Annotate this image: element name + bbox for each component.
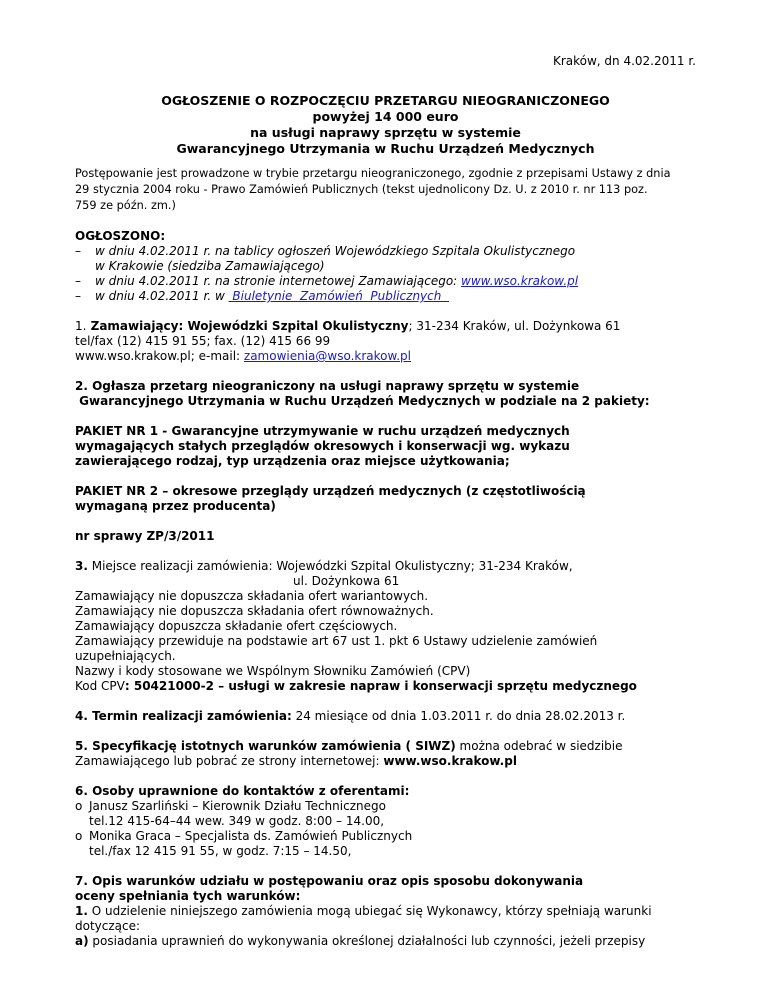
package-1	[75, 424, 696, 469]
section-1-address: ; 31-234 Kraków, ul. Dożynkowa 61	[408, 319, 621, 333]
published-item-3	[75, 289, 696, 304]
dash-marker: –	[75, 244, 81, 258]
published-item-3-text: w dniu 4.02.2011 r. w	[95, 289, 229, 303]
title-line-1: OGŁOSZENIE O ROZPOCZĘCIU PRZETARGU NIEOGRANICZONEGO	[161, 93, 610, 108]
section-5-text: można odebrać w siedzibie	[455, 739, 623, 753]
circle-bullet: o	[75, 829, 83, 843]
section-3-line-5: Zamawiający dopuszcza składanie ofert częściowych.	[75, 619, 398, 633]
circle-bullet: o	[75, 799, 83, 813]
section-2-tender	[75, 379, 696, 409]
contact-person-1-name: Janusz Szarliński – Kierownik Działu Technicznego	[89, 799, 386, 813]
email-link[interactable]: zamowienia@wso.krakow.pl	[243, 349, 411, 363]
section-3-number: 3.	[75, 559, 88, 573]
section-7-p1-line-2: dotyczące:	[75, 919, 141, 933]
published-item-2-text: w dniu 4.02.2011 r. na stronie internetowej Zamawiającego:	[95, 274, 462, 288]
place-date: Kraków, dn 4.02.2011 r.	[552, 54, 696, 68]
published-item-2	[75, 274, 696, 289]
package-1-line-2: wymagających stałych przeglądów okresowych i konserwacji wg. wykazu	[75, 439, 570, 453]
section-2-line-1: 2. Ogłasza przetarg nieograniczony na usługi naprawy sprzętu w systemie	[75, 379, 580, 393]
published-section	[75, 229, 696, 304]
section-3-line-8: Nazwy i kody stosowane we Wspólnym Słowniku Zamówień (CPV)	[75, 664, 471, 678]
section-7-p1-number: 1.	[75, 904, 88, 918]
title-line-2: powyżej 14 000 euro	[312, 109, 459, 124]
section-3-line-6: Zamawiający przewiduje na podstawie art 67 ust 1. pkt 6 Ustawy udzielenie zamówień	[75, 634, 598, 648]
section-7-p1-line-1: O udzielenie niniejszego zamówienia mogą ubiegać się Wykonawcy, którzy spełniają warunki	[87, 904, 652, 918]
case-number: nr sprawy ZP/3/2011	[75, 529, 215, 543]
section-5-line-2: Zamawiającego lub pobrać ze strony internetowej:	[75, 754, 384, 768]
package-2-line-2: wymaganą przez producenta)	[75, 499, 276, 513]
section-1-contracting-authority	[75, 319, 696, 364]
section-7-a-label: a)	[75, 934, 89, 948]
package-2	[75, 484, 696, 514]
section-4-term	[75, 709, 696, 724]
section-7-a-text: posiadania uprawnień do wykonywania określonej działalności lub czynności, jeżeli przepisy	[88, 934, 646, 948]
published-item-1-text-2: w Krakowie (siedziba Zamawiającego)	[95, 259, 325, 273]
title-line-4: Gwarancyjnego Utrzymania w Ruchu Urządzeń Medycznych	[176, 141, 595, 156]
intro-line-2: 29 stycznia 2004 roku - Prawo Zamówień Publicznych (tekst ujednolicony Dz. U. z 2010 r. nr 113 poz.	[75, 183, 648, 196]
package-1-line-3: zawierającego rodzaj, typ urządzenia oraz miejsce użytkowania;	[75, 454, 510, 468]
dash-marker: –	[75, 274, 81, 288]
contact-person-1	[75, 799, 696, 814]
section-3-line-7: uzupełniających.	[75, 649, 176, 663]
section-6-contacts	[75, 784, 696, 859]
section-3-line-3: Zamawiający nie dopuszcza składania ofert wariantowych.	[75, 589, 429, 603]
section-5-website: www.wso.krakow.pl	[383, 754, 517, 768]
contact-person-2-name: Monika Graca – Specjalista ds. Zamówień Publicznych	[89, 829, 413, 843]
intro-paragraph	[75, 166, 696, 214]
announcement-title	[75, 93, 696, 157]
intro-line-3: 759 ze późn. zm.)	[75, 199, 176, 212]
section-7-conditions	[75, 874, 696, 949]
published-item-1-cont	[75, 259, 696, 274]
section-1-number: 1.	[75, 319, 87, 333]
section-3-line-1: Miejsce realizacji zamówienia: Wojewódzki Szpital Okulistyczny; 31-234 Kraków,	[87, 559, 573, 573]
contact-person-2	[75, 829, 696, 844]
package-2-line-1: PAKIET NR 2 – okresowe przeglądy urządzeń medycznych (z częstotliwością	[75, 484, 586, 498]
section-3-line-2: ul. Dożynkowa 61	[293, 574, 400, 588]
section-4-label: 4. Termin realizacji zamówienia:	[75, 709, 292, 723]
cpv-value: : 50421000-2 – usługi w zakresie napraw i konserwacji sprzętu medycznego	[124, 679, 637, 693]
section-3-place	[75, 559, 696, 694]
section-7-heading-2: oceny spełniania tych warunków:	[75, 889, 301, 903]
section-6-heading: 6. Osoby uprawnione do kontaktów z oferentami:	[75, 784, 410, 798]
dash-marker: –	[75, 289, 81, 303]
intro-line-1: Postępowanie jest prowadzone w trybie przetargu nieograniczonego, zgodnie z przepisami Ustawy z dnia	[75, 167, 671, 180]
section-1-label: Zamawiający: Wojewódzki Szpital Okulistyczny	[86, 319, 409, 333]
cpv-label: Kod CPV	[75, 679, 125, 693]
section-7-heading-1: 7. Opis warunków udziału w postępowaniu oraz opis sposobu dokonywania	[75, 874, 584, 888]
published-heading: OGŁOSZONO:	[75, 229, 166, 243]
section-1-web: www.wso.krakow.pl; e-mail:	[75, 349, 244, 363]
contact-person-1-phone: tel.12 415-64–44 wew. 349 w godz. 8:00 – 14.00,	[89, 814, 385, 828]
section-5-label: 5. Specyfikację istotnych warunków zamówienia ( SIWZ)	[75, 739, 456, 753]
contact-person-2-phone: tel./fax 12 415 91 55, w godz. 7:15 – 14.50,	[89, 844, 352, 858]
website-link[interactable]: www.wso.krakow.pl	[461, 274, 579, 288]
section-2-line-2: Gwarancyjnego Utrzymania w Ruchu Urządzeń Medycznych w podziale na 2 pakiety:	[75, 394, 650, 408]
published-item-1-text: w dniu 4.02.2011 r. na tablicy ogłoszeń Wojewódzkiego Szpitala Okulistycznego	[95, 244, 576, 258]
section-3-line-4: Zamawiający nie dopuszcza składania ofert równoważnych.	[75, 604, 434, 618]
title-line-3: na usługi naprawy sprzętu w systemie	[250, 125, 521, 140]
section-1-phone: tel/fax (12) 415 91 55; fax. (12) 415 66 99	[75, 334, 331, 348]
package-1-line-1: PAKIET NR 1 - Gwarancyjne utrzymywanie w ruchu urządzeń medycznych	[75, 424, 570, 438]
section-4-text: 24 miesiące od dnia 1.03.2011 r. do dnia 28.02.2013 r.	[291, 709, 626, 723]
section-5-siwz	[75, 739, 696, 769]
bulletin-link[interactable]: Biuletynie Zamówień Publicznych	[228, 289, 449, 303]
published-item-1	[75, 244, 696, 259]
